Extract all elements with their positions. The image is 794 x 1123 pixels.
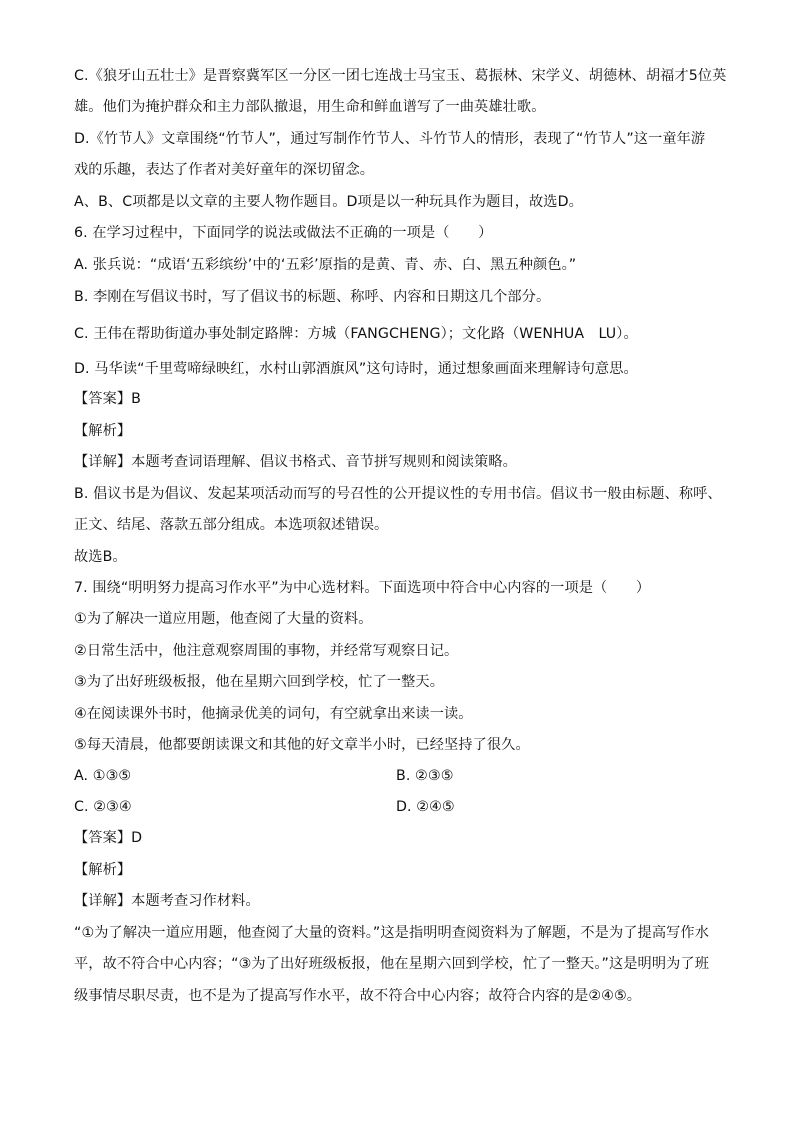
detail-text: 本题考查习作材料。 <box>131 893 260 909</box>
question-6-explanation-line-1: B. 倡议书是为倡议、发起某项活动而写的号召性的公开提议性的专用书信。倡议书一般由标题、称呼、 <box>74 486 722 502</box>
detail-tag: 【详解】 <box>74 893 132 909</box>
question-7-explanation-line-1: “①为了解决一道应用题，他查阅了大量的资料。”这是指明明查阅资料为了解题，不是为了提高写作水 <box>74 925 709 941</box>
question-6-stem: 6. 在学习过程中，下面同学的说法或做法不正确的一项是（ ） <box>74 225 493 241</box>
option-c-text-line-2: 雄。他们为掩护群众和主力部队撤退，用生命和鲜血谱写了一曲英雄壮歌。 <box>74 99 546 115</box>
question-7-item-1: ①为了解决一道应用题，他查阅了大量的资料。 <box>74 611 373 627</box>
question-7-option-b: B. ②③⑤ <box>396 768 454 784</box>
question-6-option-b: B. 李刚在写倡议书时，写了倡议书的标题、称呼、内容和日期这几个部分。 <box>74 289 551 305</box>
question-7-analysis-tag: 【解析】 <box>74 862 132 878</box>
answer-value: D <box>131 830 143 846</box>
answer-tag: 【答案】 <box>74 391 132 407</box>
answer-tag: 【答案】 <box>74 830 132 846</box>
question-7-answer <box>74 828 142 848</box>
option-d-text-line-2: 戏的乐趣，表达了作者对美好童年的深切留念。 <box>74 162 375 178</box>
option-d-text-line-1: D.《竹节人》文章围绕“竹节人”，通过写制作竹节人、斗竹节人的情形，表现了“竹节人”这一童年游 <box>74 131 706 147</box>
question-6-answer <box>74 389 141 409</box>
question-6-option-a: A. 张兵说：“成语‘五彩缤纷’中的‘五彩’原指的是黄、青、赤、白、黑五种颜色。” <box>74 257 577 273</box>
question-7-option-d: D. ②④⑤ <box>396 799 455 815</box>
option-c-text-line-1: C.《狼牙山五壮士》是晋察冀军区一分区一团七连战士马宝玉、葛振林、宋学义、胡德林、胡福才5位英 <box>74 68 727 84</box>
question-6-choose: 故选B。 <box>74 549 127 565</box>
question-6-detail <box>74 452 517 472</box>
question-6-option-c: C. 王伟在帮助街道办事处制定路牌：方城（FANGCHENG）；文化路（WENHUA LU）。 <box>74 326 638 342</box>
question-7-detail <box>74 891 260 911</box>
answer-value: B <box>131 391 141 407</box>
question-6-explanation-line-2: 正文、结尾、落款五部分组成。本选项叙述错误。 <box>74 517 389 533</box>
detail-tag: 【详解】 <box>74 454 132 470</box>
conclusion-text: A、B、C项都是以文章的主要人物作题目。D项是以一种玩具作为题目，故选D。 <box>74 194 583 210</box>
question-7-explanation-line-2: 平，故不符合中心内容；“③为了出好班级板报，他在星期六回到学校，忙了一整天。”这是明明为了班 <box>74 956 709 972</box>
question-7-item-4: ④在阅读课外书时，他摘录优美的词句，有空就拿出来读一读。 <box>74 706 473 722</box>
question-7-item-2: ②日常生活中，他注意观察周围的事物，并经常写观察日记。 <box>74 643 459 659</box>
question-7-item-5: ⑤每天清晨，他都要朗读课文和其他的好文章半小时，已经坚持了很久。 <box>74 737 530 753</box>
question-6-option-d: D. 马华读“千里莺啼绿映红，水村山郭酒旗风”这句诗时，通过想象画面来理解诗句意思。 <box>74 361 638 377</box>
question-7-option-c: C. ②③④ <box>74 799 132 815</box>
detail-text: 本题考查词语理解、倡议书格式、音节拼写规则和阅读策略。 <box>131 454 517 470</box>
question-7-item-3: ③为了出好班级板报，他在星期六回到学校，忙了一整天。 <box>74 674 445 690</box>
question-7-stem: 7. 围绕“明明努力提高习作水平”为中心选材料。下面选项中符合中心内容的一项是（ ） <box>74 580 651 596</box>
question-7-option-a: A. ①③⑤ <box>74 768 132 784</box>
question-7-explanation-line-3: 级事情尽职尽责，也不是为了提高写作水平，故不符合中心内容；故符合内容的是②④⑤。 <box>74 988 642 1004</box>
question-6-analysis-tag: 【解析】 <box>74 423 132 439</box>
